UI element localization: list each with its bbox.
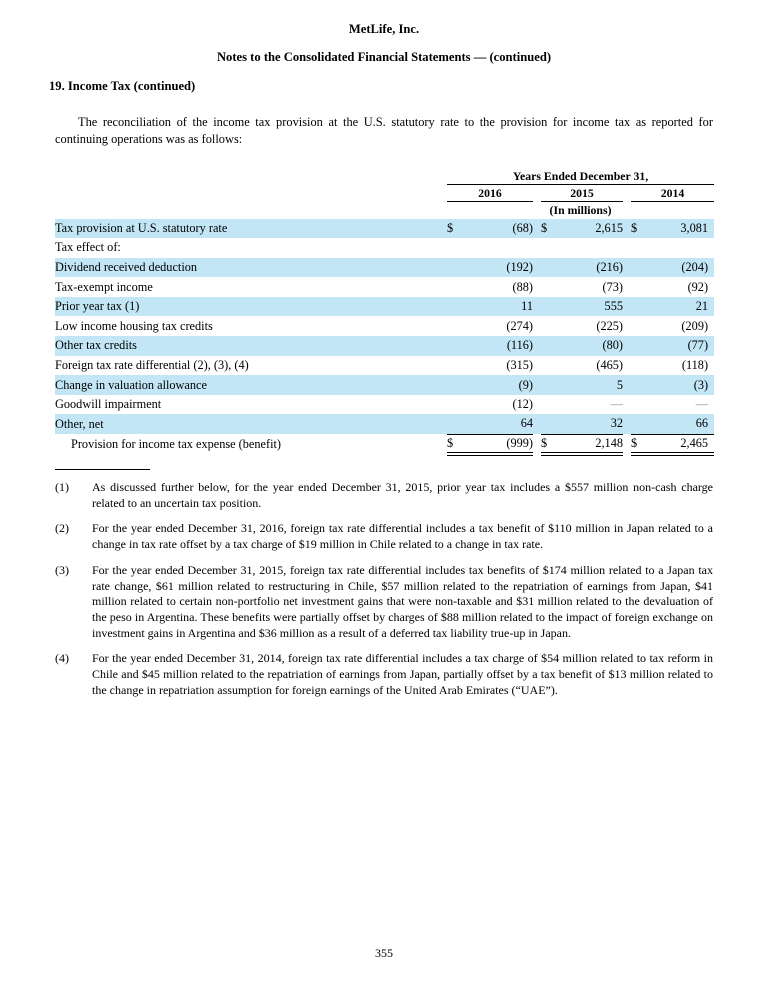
cell-value: 2,465 — [645, 434, 714, 454]
dollar-sign — [541, 316, 555, 336]
column-gap — [623, 336, 631, 356]
dollar-sign: $ — [447, 219, 461, 239]
dollar-sign: $ — [541, 219, 555, 239]
table-row — [55, 395, 714, 415]
cell-value: — — [610, 397, 623, 412]
dollar-sign — [541, 375, 555, 395]
cell-value: 21 — [645, 297, 714, 317]
years-ended-header: Years Ended December 31, — [447, 169, 714, 185]
cell-value: — — [695, 397, 709, 412]
row-label: Low income housing tax credits — [55, 318, 213, 333]
cell-value: (465) — [596, 357, 623, 372]
dollar-sign — [541, 297, 555, 317]
column-gap — [623, 219, 631, 239]
dollar-sign — [631, 297, 645, 317]
dollar-sign: $ — [631, 434, 645, 454]
row-label: Prior year tax (1) — [55, 297, 447, 317]
cell-value: (209) — [681, 318, 709, 333]
column-gap — [623, 316, 631, 336]
table-row — [55, 258, 714, 278]
dollar-sign — [541, 277, 555, 297]
footnote-marker: (2) — [55, 521, 69, 536]
row-label: Foreign tax rate differential (2), (3), (4) — [55, 357, 249, 372]
cell-value: 2,615 — [555, 219, 623, 239]
cell-value: (116) — [461, 336, 533, 356]
cell-value — [461, 238, 533, 258]
intro-paragraph: The reconciliation of the income tax provision at the U.S. statutory rate to the provision for income tax as reported for continuing operations was as follows: — [55, 115, 713, 146]
footnote-text: For the year ended December 31, 2014, foreign tax rate differential includes a tax charge of $54 million related to tax reform in Chile and $45 million related to the repatriation of earnings from Japan, partially offset by a tax benefit of $13 million related to the change in repatriation assumption for foreign earnings of the United Arab Emirates (“UAE”). — [92, 651, 713, 697]
table-row — [55, 414, 714, 434]
cell-value: 5 — [555, 375, 623, 395]
footnote-1 — [55, 480, 713, 511]
dollar-sign — [631, 414, 645, 434]
table-row — [55, 336, 714, 356]
row-label: Goodwill impairment — [55, 397, 162, 412]
cell-value: (77) — [645, 336, 714, 356]
cell-value: 555 — [555, 297, 623, 317]
footnote-text: For the year ended December 31, 2015, foreign tax rate differential includes tax benefits of $174 million related to a Japan tax rate change, $61 million related to restructuring in Chile, $57 million related to the repatriation of earnings from Japan, $41 million related to certain non-portfolio net investment gains that were non-taxable and $31 million related to the devaluation of the peso in Argentina. These benefits were partially offset by charges of $88 million related to the impact of foreign exchange on investment gains in Argentina and $36 million as a result of a deferred tax liability true-up in Japan. — [92, 562, 713, 640]
cell-value: (315) — [506, 357, 533, 372]
cell-value: (73) — [602, 279, 623, 294]
column-gap — [533, 297, 541, 317]
cell-value: (999) — [461, 434, 533, 454]
cell-value: (204) — [645, 258, 714, 278]
row-label: Change in valuation allowance — [55, 375, 447, 395]
dollar-sign — [447, 375, 461, 395]
dollar-sign — [447, 277, 461, 297]
year-column-2015: 2015 — [541, 185, 623, 202]
column-gap — [533, 277, 541, 297]
footnote-marker: (1) — [55, 480, 69, 495]
year-column-2016: 2016 — [447, 185, 533, 202]
dollar-sign — [631, 277, 645, 297]
column-gap — [623, 414, 631, 434]
tax-table-body — [55, 219, 714, 455]
table-row — [55, 238, 714, 258]
table-units-row — [55, 202, 714, 219]
cell-value: (68) — [461, 219, 533, 239]
dollar-sign — [541, 395, 555, 415]
column-gap — [533, 258, 541, 278]
footnote-marker: (4) — [55, 651, 69, 666]
row-label: Tax effect of: — [55, 240, 121, 255]
table-row — [55, 219, 714, 239]
table-total-row — [55, 434, 714, 454]
row-label: Other, net — [55, 414, 447, 434]
column-gap — [623, 277, 631, 297]
dollar-sign — [447, 258, 461, 278]
footnote-4 — [55, 651, 713, 698]
cell-value: (80) — [555, 336, 623, 356]
dollar-sign — [631, 336, 645, 356]
column-gap — [623, 395, 631, 415]
units-label: (In millions) — [549, 202, 612, 217]
table-row — [55, 356, 714, 376]
column-gap — [533, 316, 541, 336]
column-gap — [533, 238, 541, 258]
cell-value: (192) — [461, 258, 533, 278]
footnote-text: As discussed further below, for the year ended December 31, 2015, prior year tax includes a $557 million non-cash charge related to an uncertain tax position. — [92, 480, 713, 510]
dollar-sign — [631, 316, 645, 336]
dollar-sign — [447, 414, 461, 434]
dollar-sign — [541, 258, 555, 278]
page-number: 355 — [375, 946, 393, 960]
cell-value: 11 — [461, 297, 533, 317]
document-title: MetLife, Inc. — [348, 22, 420, 36]
column-gap — [623, 356, 631, 376]
dollar-sign — [447, 297, 461, 317]
cell-value: (118) — [681, 357, 709, 372]
document-subtitle: Notes to the Consolidated Financial Statements — (continued) — [216, 50, 552, 64]
dollar-sign — [631, 395, 645, 415]
table-row — [55, 297, 714, 317]
dollar-sign — [541, 414, 555, 434]
table-row — [55, 316, 714, 336]
dollar-sign — [447, 238, 461, 258]
dollar-sign — [447, 316, 461, 336]
dollar-sign — [631, 258, 645, 278]
column-gap — [533, 434, 541, 454]
cell-value: (225) — [596, 318, 623, 333]
footnote-3 — [55, 563, 713, 642]
column-gap — [533, 375, 541, 395]
row-label: Tax-exempt income — [55, 279, 153, 294]
column-gap — [623, 297, 631, 317]
column-gap — [533, 219, 541, 239]
dollar-sign — [447, 395, 461, 415]
dollar-sign — [631, 375, 645, 395]
dollar-sign — [541, 356, 555, 376]
row-label: Tax provision at U.S. statutory rate — [55, 219, 447, 239]
row-label: Dividend received deduction — [55, 258, 447, 278]
cell-value: (3) — [645, 375, 714, 395]
dollar-sign — [541, 238, 555, 258]
footnote-2 — [55, 521, 713, 552]
table-year-header-row — [55, 185, 714, 202]
dollar-sign: $ — [447, 434, 461, 454]
column-gap — [533, 356, 541, 376]
table-header-span-row — [55, 169, 714, 185]
dollar-sign — [631, 238, 645, 258]
dollar-sign — [631, 356, 645, 376]
cell-value: (92) — [687, 279, 709, 294]
dollar-sign — [447, 356, 461, 376]
column-gap — [533, 336, 541, 356]
column-gap — [533, 395, 541, 415]
income-tax-reconciliation-table — [55, 169, 714, 456]
cell-value: 3,081 — [645, 219, 714, 239]
table-row — [55, 375, 714, 395]
column-gap — [623, 375, 631, 395]
footnote-divider — [55, 469, 150, 470]
footnote-text: For the year ended December 31, 2016, foreign tax rate differential includes a tax benefit of $110 million in Japan related to a change in tax rate offset by a tax charge of $19 million in Chile related to a change in tax rate. — [92, 521, 713, 552]
column-gap — [623, 258, 631, 278]
column-gap — [623, 434, 631, 454]
section-heading: 19. Income Tax (continued) — [49, 79, 196, 93]
dollar-sign — [541, 336, 555, 356]
cell-value — [555, 238, 623, 258]
table-row — [55, 277, 714, 297]
cell-value: 2,148 — [555, 434, 623, 454]
year-column-2014: 2014 — [631, 185, 714, 202]
dollar-sign — [447, 336, 461, 356]
cell-value: (12) — [512, 397, 533, 412]
cell-value: (274) — [506, 318, 533, 333]
column-gap — [623, 238, 631, 258]
cell-value: (88) — [512, 279, 533, 294]
dollar-sign: $ — [541, 434, 555, 454]
cell-value: 66 — [645, 414, 714, 434]
cell-value: (9) — [461, 375, 533, 395]
cell-value: 64 — [461, 414, 533, 434]
dollar-sign: $ — [631, 219, 645, 239]
cell-value: (216) — [555, 258, 623, 278]
cell-value — [645, 238, 714, 258]
row-label: Provision for income tax expense (benefit) — [71, 436, 282, 451]
footnote-marker: (3) — [55, 562, 69, 577]
column-gap — [533, 414, 541, 434]
row-label: Other tax credits — [55, 336, 447, 356]
cell-value: 32 — [555, 414, 623, 434]
